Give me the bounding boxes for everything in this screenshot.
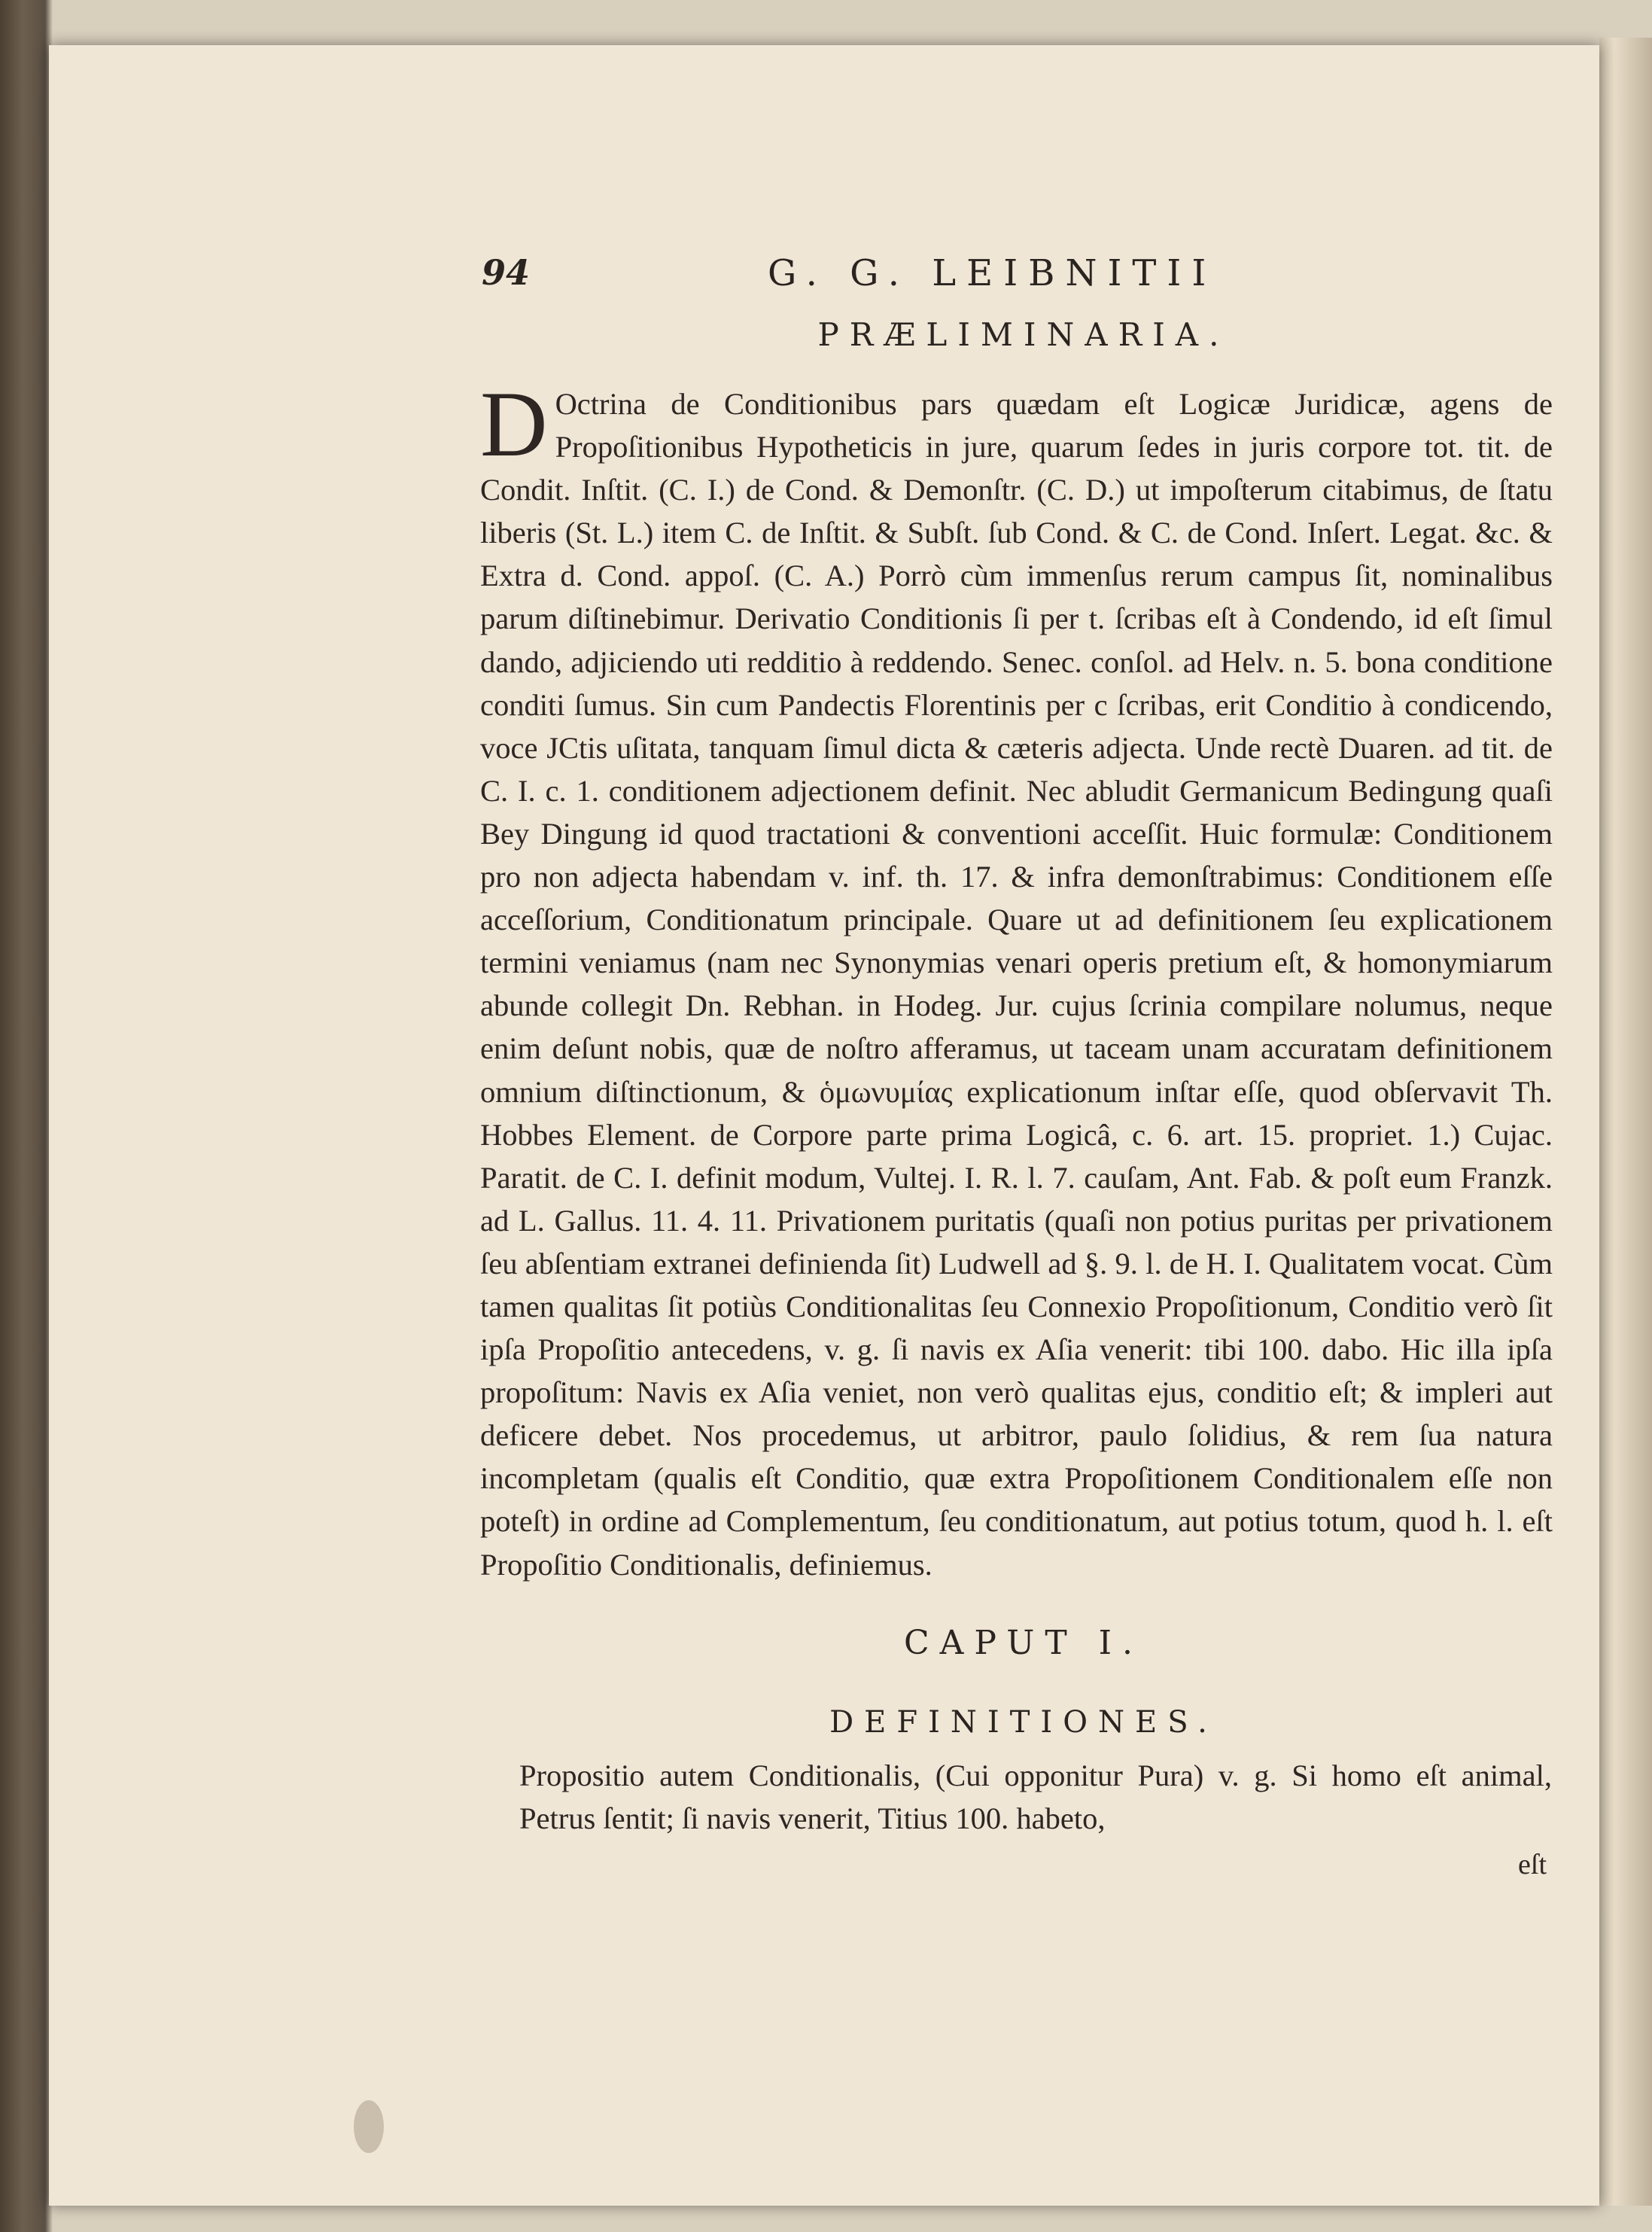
preliminary-paragraph bbox=[480, 373, 1553, 1586]
running-head: G. G. LEIBNITII bbox=[768, 252, 1217, 294]
catchword: eſt bbox=[1518, 1849, 1547, 1880]
section-title: PRÆLIMINARIA. bbox=[817, 316, 1230, 353]
page-number: 94 bbox=[482, 252, 531, 293]
ink-smudge bbox=[354, 2100, 384, 2153]
drop-cap: D bbox=[480, 373, 548, 476]
definitions-paragraph: Propositio autem Conditionalis, (Cui opponitur Pura) v. g. Si homo eſt animal, Petrus ſentit; ſi navis venerit, Titius 100. habeto, bbox=[519, 1758, 1552, 1835]
facing-page-edge bbox=[1599, 38, 1652, 2206]
page-header bbox=[482, 252, 1565, 312]
chapter-subtitle: DEFINITIONES. bbox=[829, 1705, 1218, 1740]
preliminary-paragraph-text: Octrina de Conditionibus pars quædam eſt Logicæ Juridicæ, agens de Propoſitionibus Hypotheticis in jure, quarum ſedes in juris corpore tot. tit. de Condit. Inſtit. (C. I.) de Cond. & Demonſtr. (C. D.) ut impoſterum citabimus, de ſtatu liberis (St. L.) item C. de Inſtit. & Subſt. ſub Cond. & C. de Cond. Inſert. Legat. &c. & Extra d. Cond. appoſ. (C. A.) Porrò cùm immenſus rerum campus ſit, nominalibus parum diſtinebimur. Derivatio Conditionis ſi per t. ſcribas eſt à Condendo, id eſt ſimul dando, adjiciendo uti redditio à reddendo. Senec. conſol. ad Helv. n. 5. bona conditione conditi ſumus. Sin cum Pandectis Florentinis per c ſcribas, erit Conditio à condicendo, voce JCtis uſitata, tanquam ſimul dicta & cæteris adjecta. Unde rectè Duaren. ad tit. de C. I. c. 1. conditionem adjectionem definit. Nec abludit Germanicum Bedingung quaſi Bey Dingung id quod tractationi & conventioni acceſſit. Huic formulæ: Conditionem pro non adjecta habendam v. inf. th. 17. & infra demonſtrabimus: Conditionem eſſe acceſſorium, Conditionatum principale. Quare ut ad definitionem ſeu explicationem termini veniamus (nam nec Synonymias venari operis pretium eſt, & homonymiarum abunde collegit Dn. Rebhan. in Hodeg. Jur. cujus ſcrinia compilare nolumus, neque enim deſunt nobis, quæ de noſtro afferamus, ut taceam unam accuratam definitionem omnium diſtinctionum, & ὁμωνυμίας explicationum inſtar eſſe, quod obſervavit Th. Hobbes Element. de Corpore parte prima Logicâ, c. 6. art. 15. propriet. 1.) Cujac. Paratit. de C. I. definit modum, Vultej. I. R. l. 7. cauſam, Ant. Fab. & poſt eum Franzk. ad L. Gallus. 11. 4. 11. Privationem puritatis (quaſi non potius puritas per privationem ſeu abſentiam extranei definienda ſit) Ludwell ad §. 9. l. de H. I. Qualitatem vocat. Cùm tamen qualitas ſit potiùs Conditionalitas ſeu Connexio Propoſitionum, Conditio verò ſit ipſa Propoſitio antecedens, v. g. ſi navis ex Aſia venerit: tibi 100. dabo. Hic illa ipſa propoſitum: Navis ex Aſia veniet, non verò qualitas ejus, conditio eſt; & impleri aut deficere debet. Nos procedemus, ut arbitror, paulo ſolidius, & rem ſua natura incompletam (qualis eſt Conditio, quæ extra Propoſitionem Conditionalem eſſe non poteſt) in ordine ad Complementum, ſeu conditionatum, aut potius totum, quod h. l. eſt Propoſitio Conditionalis, definiemus. bbox=[480, 387, 1553, 1582]
chapter-title: CAPUT I. bbox=[903, 1624, 1144, 1662]
